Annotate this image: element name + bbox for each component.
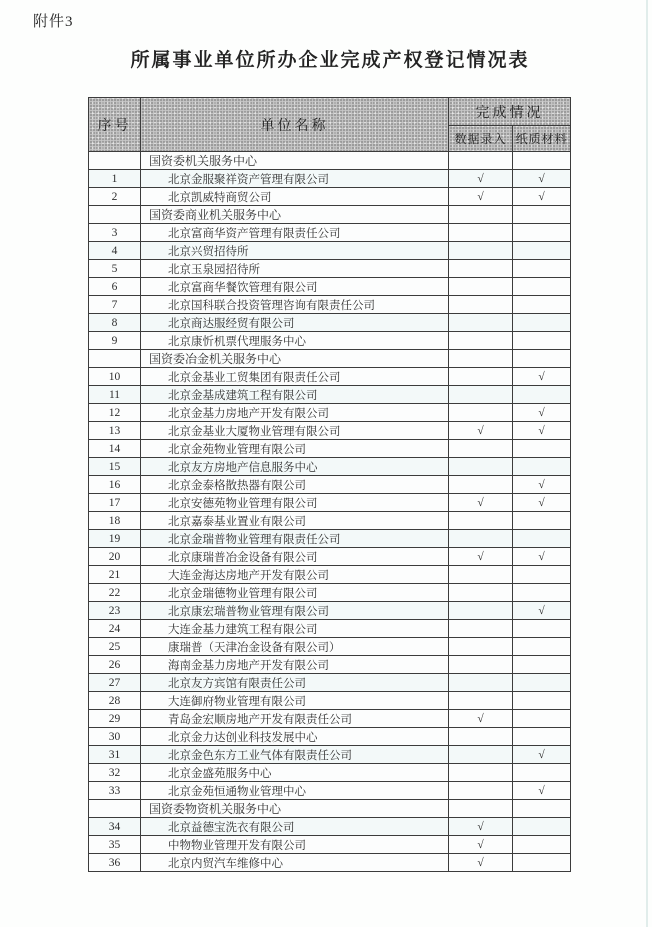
unit-name-cell: 国资委物资机关服务中心 xyxy=(141,800,449,818)
table-row xyxy=(89,692,571,710)
table-row xyxy=(89,602,571,620)
attachment-label: 附件3 xyxy=(33,14,74,30)
serial-cell: 15 xyxy=(89,458,141,476)
paper-material-cell xyxy=(513,728,571,746)
data-entry-cell: √ xyxy=(449,188,513,206)
paper-material-cell xyxy=(513,458,571,476)
table-row xyxy=(89,422,571,440)
unit-name-cell: 北京金色东方工业气体有限责任公司 xyxy=(141,746,449,764)
table-row xyxy=(89,386,571,404)
data-entry-cell xyxy=(449,278,513,296)
data-entry-cell xyxy=(449,368,513,386)
serial-cell xyxy=(89,800,141,818)
table-row xyxy=(89,260,571,278)
table-row xyxy=(89,620,571,638)
unit-name-cell: 北京金基成建筑工程有限公司 xyxy=(141,386,449,404)
table-row xyxy=(89,764,571,782)
unit-name-cell: 北京国科联合投资管理咨询有限责任公司 xyxy=(141,296,449,314)
table-row xyxy=(89,512,571,530)
table-row xyxy=(89,836,571,854)
page-title: 所属事业单位所办企业完成产权登记情况表 xyxy=(130,50,530,71)
data-entry-cell xyxy=(449,512,513,530)
registration-table xyxy=(88,97,571,872)
unit-name-cell: 北京兴贸招待所 xyxy=(141,242,449,260)
serial-cell: 5 xyxy=(89,260,141,278)
table-row xyxy=(89,674,571,692)
serial-cell: 36 xyxy=(89,854,141,872)
unit-name-cell: 北京康瑞普冶金设备有限公司 xyxy=(141,548,449,566)
serial-cell: 33 xyxy=(89,782,141,800)
table-row xyxy=(89,368,571,386)
data-entry-cell xyxy=(449,314,513,332)
serial-cell: 6 xyxy=(89,278,141,296)
paper-material-cell: √ xyxy=(513,782,571,800)
unit-name-cell: 北京金基力房地产开发有限公司 xyxy=(141,404,449,422)
unit-name-cell: 北京金力达创业科技发展中心 xyxy=(141,728,449,746)
table-row xyxy=(89,404,571,422)
group-row xyxy=(89,800,571,818)
table-row xyxy=(89,746,571,764)
data-entry-cell xyxy=(449,602,513,620)
data-entry-cell xyxy=(449,206,513,224)
paper-material-cell xyxy=(513,242,571,260)
serial-cell: 23 xyxy=(89,602,141,620)
serial-cell: 30 xyxy=(89,728,141,746)
serial-cell: 22 xyxy=(89,584,141,602)
unit-name-cell: 北京金苑物业管理有限公司 xyxy=(141,440,449,458)
unit-name-cell: 北京富商华餐饮管理有限公司 xyxy=(141,278,449,296)
table-row xyxy=(89,332,571,350)
unit-name-cell: 北京金苑恒通物业管理中心 xyxy=(141,782,449,800)
unit-name-cell: 北京内贸汽车维修中心 xyxy=(141,854,449,872)
paper-material-cell xyxy=(513,530,571,548)
table-body xyxy=(89,152,571,872)
data-entry-cell xyxy=(449,764,513,782)
paper-material-cell xyxy=(513,224,571,242)
table-row xyxy=(89,818,571,836)
data-entry-cell xyxy=(449,224,513,242)
paper-material-cell xyxy=(513,620,571,638)
data-entry-cell xyxy=(449,332,513,350)
unit-name-cell: 北京益德宝洗衣有限公司 xyxy=(141,818,449,836)
table-row xyxy=(89,458,571,476)
paper-material-cell: √ xyxy=(513,188,571,206)
data-entry-cell xyxy=(449,728,513,746)
paper-material-cell: √ xyxy=(513,422,571,440)
table-row xyxy=(89,584,571,602)
paper-material-cell: √ xyxy=(513,746,571,764)
serial-cell: 28 xyxy=(89,692,141,710)
unit-name-cell: 北京商达服经贸有限公司 xyxy=(141,314,449,332)
unit-name-cell: 北京康忻机票代理服务中心 xyxy=(141,332,449,350)
unit-name-cell: 青岛金宏顺房地产开发有限责任公司 xyxy=(141,710,449,728)
serial-cell: 11 xyxy=(89,386,141,404)
column-header-completion: 完成情况 xyxy=(449,98,571,126)
paper-material-cell: √ xyxy=(513,368,571,386)
paper-material-cell xyxy=(513,566,571,584)
table-row xyxy=(89,728,571,746)
table-row xyxy=(89,476,571,494)
unit-name-cell: 北京友方宾馆有限责任公司 xyxy=(141,674,449,692)
serial-cell: 26 xyxy=(89,656,141,674)
unit-name-cell: 北京玉泉园招待所 xyxy=(141,260,449,278)
data-entry-cell xyxy=(449,746,513,764)
serial-cell: 9 xyxy=(89,332,141,350)
table-row xyxy=(89,656,571,674)
data-entry-cell xyxy=(449,350,513,368)
data-entry-cell xyxy=(449,476,513,494)
serial-cell: 4 xyxy=(89,242,141,260)
serial-cell: 29 xyxy=(89,710,141,728)
table-row xyxy=(89,296,571,314)
serial-cell: 18 xyxy=(89,512,141,530)
paper-material-cell xyxy=(513,674,571,692)
data-entry-cell: √ xyxy=(449,422,513,440)
column-header-serial: 序号 xyxy=(89,98,141,152)
paper-material-cell: √ xyxy=(513,548,571,566)
paper-material-cell xyxy=(513,152,571,170)
serial-cell: 16 xyxy=(89,476,141,494)
data-entry-cell xyxy=(449,674,513,692)
paper-material-cell xyxy=(513,818,571,836)
serial-cell: 8 xyxy=(89,314,141,332)
table-row xyxy=(89,782,571,800)
serial-cell: 7 xyxy=(89,296,141,314)
unit-name-cell: 北京嘉泰基业置业有限公司 xyxy=(141,512,449,530)
paper-material-cell xyxy=(513,278,571,296)
column-header-unit-name: 单位名称 xyxy=(141,98,449,152)
unit-name-cell: 中物物业管理开发有限公司 xyxy=(141,836,449,854)
unit-name-cell: 北京金服聚祥资产管理有限公司 xyxy=(141,170,449,188)
unit-name-cell: 海南金基力房地产开发有限公司 xyxy=(141,656,449,674)
serial-cell xyxy=(89,350,141,368)
table-row xyxy=(89,242,571,260)
table-row xyxy=(89,494,571,512)
paper-material-cell xyxy=(513,440,571,458)
unit-name-cell: 北京金瑞普物业管理有限责任公司 xyxy=(141,530,449,548)
group-row xyxy=(89,206,571,224)
data-entry-cell: √ xyxy=(449,818,513,836)
data-entry-cell xyxy=(449,260,513,278)
table-row xyxy=(89,440,571,458)
serial-cell: 24 xyxy=(89,620,141,638)
paper-material-cell xyxy=(513,638,571,656)
paper-material-cell xyxy=(513,296,571,314)
paper-material-cell: √ xyxy=(513,404,571,422)
data-entry-cell xyxy=(449,800,513,818)
serial-cell: 1 xyxy=(89,170,141,188)
table-row xyxy=(89,710,571,728)
data-entry-cell: √ xyxy=(449,494,513,512)
paper-material-cell xyxy=(513,350,571,368)
data-entry-cell xyxy=(449,242,513,260)
paper-material-cell xyxy=(513,314,571,332)
serial-cell: 17 xyxy=(89,494,141,512)
paper-material-cell xyxy=(513,764,571,782)
data-entry-cell: √ xyxy=(449,170,513,188)
paper-material-cell: √ xyxy=(513,476,571,494)
data-entry-cell xyxy=(449,656,513,674)
unit-name-cell: 康瑞普（天津冶金设备有限公司） xyxy=(141,638,449,656)
paper-material-cell: √ xyxy=(513,602,571,620)
unit-name-cell: 北京富商华资产管理有限责任公司 xyxy=(141,224,449,242)
table-row xyxy=(89,854,571,872)
serial-cell: 10 xyxy=(89,368,141,386)
serial-cell: 14 xyxy=(89,440,141,458)
scan-edge-artifact xyxy=(646,0,648,927)
table-header xyxy=(89,98,571,152)
data-entry-cell xyxy=(449,296,513,314)
column-header-paper-material: 纸质材料 xyxy=(513,126,571,152)
table-row xyxy=(89,314,571,332)
paper-material-cell xyxy=(513,710,571,728)
serial-cell: 19 xyxy=(89,530,141,548)
table-row xyxy=(89,530,571,548)
paper-material-cell xyxy=(513,584,571,602)
table-row xyxy=(89,224,571,242)
paper-material-cell xyxy=(513,854,571,872)
serial-cell: 35 xyxy=(89,836,141,854)
group-row xyxy=(89,152,571,170)
unit-name-cell: 北京友方房地产信息服务中心 xyxy=(141,458,449,476)
data-entry-cell xyxy=(449,530,513,548)
data-entry-cell xyxy=(449,458,513,476)
paper-material-cell xyxy=(513,512,571,530)
unit-name-cell: 北京康宏瑞普物业管理有限公司 xyxy=(141,602,449,620)
serial-cell: 27 xyxy=(89,674,141,692)
paper-material-cell xyxy=(513,386,571,404)
table-row xyxy=(89,278,571,296)
unit-name-cell: 大连御府物业管理有限公司 xyxy=(141,692,449,710)
unit-name-cell: 北京金盛苑服务中心 xyxy=(141,764,449,782)
data-entry-cell: √ xyxy=(449,548,513,566)
paper-material-cell xyxy=(513,206,571,224)
unit-name-cell: 北京金基业大厦物业管理有限公司 xyxy=(141,422,449,440)
serial-cell: 31 xyxy=(89,746,141,764)
serial-cell: 32 xyxy=(89,764,141,782)
serial-cell: 21 xyxy=(89,566,141,584)
serial-cell: 34 xyxy=(89,818,141,836)
unit-name-cell: 国资委机关服务中心 xyxy=(141,152,449,170)
data-entry-cell xyxy=(449,782,513,800)
paper-material-cell xyxy=(513,692,571,710)
paper-material-cell: √ xyxy=(513,494,571,512)
unit-name-cell: 北京安德苑物业管理有限公司 xyxy=(141,494,449,512)
unit-name-cell: 国资委冶金机关服务中心 xyxy=(141,350,449,368)
serial-cell: 3 xyxy=(89,224,141,242)
data-entry-cell xyxy=(449,584,513,602)
unit-name-cell: 北京金基业工贸集团有限责任公司 xyxy=(141,368,449,386)
data-entry-cell xyxy=(449,404,513,422)
unit-name-cell: 国资委商业机关服务中心 xyxy=(141,206,449,224)
data-entry-cell: √ xyxy=(449,836,513,854)
data-entry-cell xyxy=(449,440,513,458)
unit-name-cell: 北京凯威特商贸公司 xyxy=(141,188,449,206)
serial-cell: 2 xyxy=(89,188,141,206)
data-entry-cell: √ xyxy=(449,854,513,872)
data-entry-cell xyxy=(449,386,513,404)
serial-cell: 20 xyxy=(89,548,141,566)
serial-cell xyxy=(89,206,141,224)
paper-material-cell xyxy=(513,260,571,278)
group-row xyxy=(89,350,571,368)
paper-material-cell xyxy=(513,332,571,350)
table-row xyxy=(89,188,571,206)
paper-material-cell xyxy=(513,656,571,674)
serial-cell: 25 xyxy=(89,638,141,656)
serial-cell: 12 xyxy=(89,404,141,422)
table-row xyxy=(89,548,571,566)
unit-name-cell: 北京金瑞德物业管理有限公司 xyxy=(141,584,449,602)
table-row xyxy=(89,638,571,656)
unit-name-cell: 大连金基力建筑工程有限公司 xyxy=(141,620,449,638)
header-row-main xyxy=(89,98,571,126)
data-entry-cell xyxy=(449,638,513,656)
serial-cell: 13 xyxy=(89,422,141,440)
table-row xyxy=(89,170,571,188)
data-entry-cell: √ xyxy=(449,710,513,728)
unit-name-cell: 北京金泰格散热器有限公司 xyxy=(141,476,449,494)
table-row xyxy=(89,566,571,584)
paper-material-cell xyxy=(513,836,571,854)
data-entry-cell xyxy=(449,692,513,710)
data-entry-cell xyxy=(449,152,513,170)
data-entry-cell xyxy=(449,620,513,638)
paper-material-cell xyxy=(513,800,571,818)
serial-cell xyxy=(89,152,141,170)
unit-name-cell: 大连金海达房地产开发有限公司 xyxy=(141,566,449,584)
paper-material-cell: √ xyxy=(513,170,571,188)
data-entry-cell xyxy=(449,566,513,584)
column-header-data-entry: 数据录入 xyxy=(449,126,513,152)
